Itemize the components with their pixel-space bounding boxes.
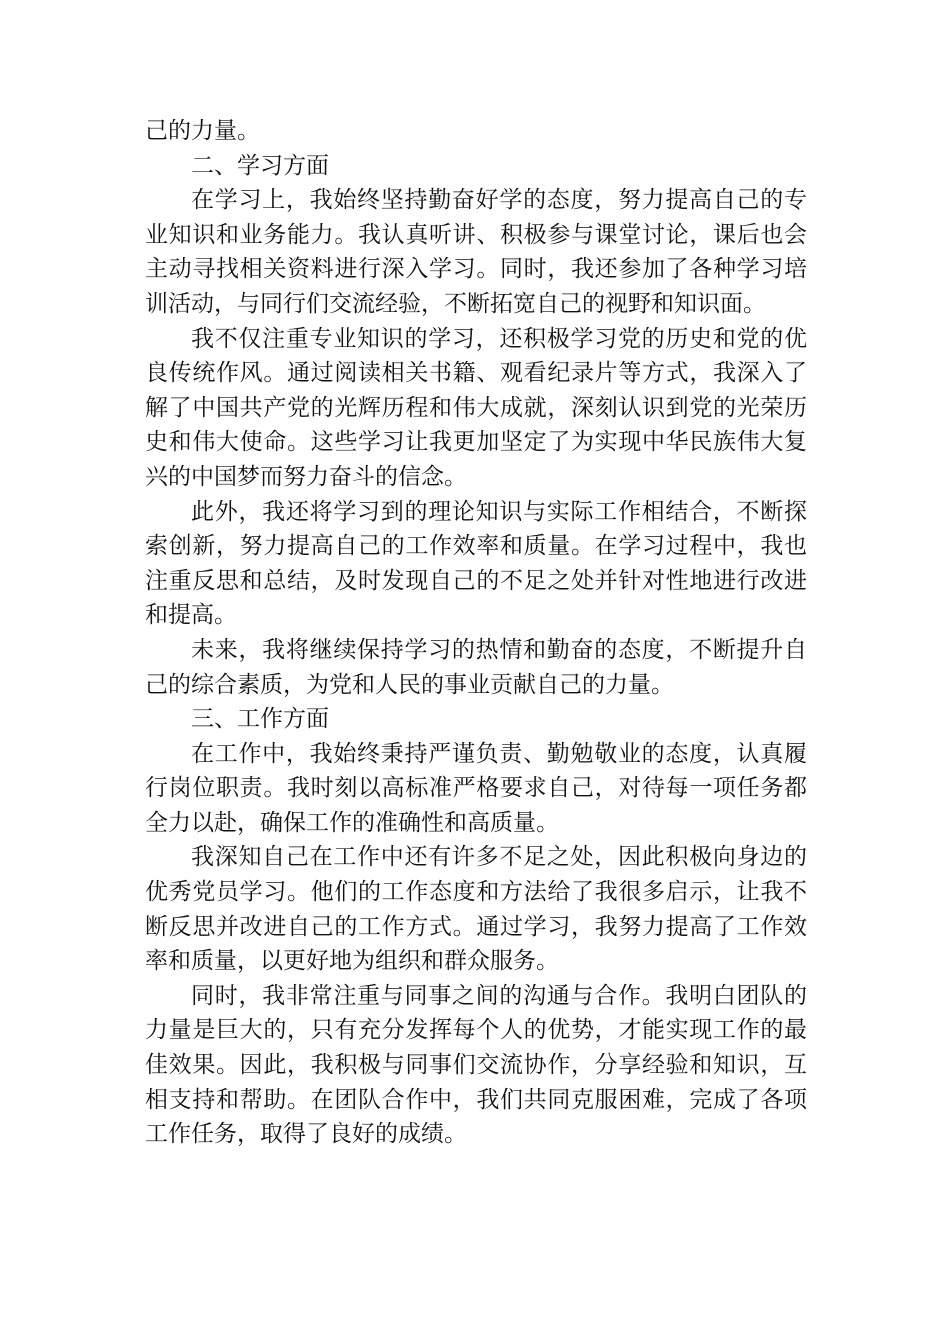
paragraph-party-history: 我不仅注重专业知识的学习，还积极学习党的历史和党的优良传统作风。通过阅读相关书籍、观看纪录片等方式，我深入了解了中国共产党的光辉历程和伟大成就，深刻认识到党的光荣历史和伟大使命。这些学习让我更加坚定了为实现中华民族伟大复兴的中国梦而努力奋斗的信念。 (145, 325, 807, 490)
document-page (145, 114, 807, 1152)
paragraph-continuation: 己的力量。 (145, 118, 260, 144)
paragraph-future: 未来，我将继续保持学习的热情和勤奋的态度，不断提升自己的综合素质，为党和人民的事业贡献自己的力量。 (145, 636, 807, 698)
paragraph-teamwork: 同时，我非常注重与同事之间的沟通与合作。我明白团队的力量是巨大的，只有充分发挥每个人的优势，才能实现工作的最佳效果。因此，我积极与同事们交流协作，分享经验和知识，互相支持和帮助。在团队合作中，我们共同克服困难，完成了各项工作任务，取得了良好的成绩。 (145, 982, 807, 1148)
section-heading-study: 二、学习方面 (191, 152, 329, 179)
paragraph-learn-from-members: 我深知自己在工作中还有许多不足之处，因此积极向身边的优秀党员学习。他们的工作态度和方法给了我很多启示，让我不断反思并改进自己的工作方式。通过学习，我努力提高了工作效率和质量，以更好地为组织和群众服务。 (145, 844, 807, 975)
paragraph-work-attitude: 在工作中，我始终秉持严谨负责、勤勉敬业的态度，认真履行岗位职责。我时刻以高标准严格要求自己，对待每一项任务都全力以赴，确保工作的准确性和高质量。 (145, 740, 807, 836)
paragraph-theory-practice: 此外，我还将学习到的理论知识与实际工作相结合，不断探索创新，努力提高自己的工作效率和质量。在学习过程中，我也注重反思和总结，及时发现自己的不足之处并针对性地进行改进和提高。 (145, 498, 807, 629)
paragraph-study-attitude: 在学习上，我始终坚持勤奋好学的态度，努力提高自己的专业知识和业务能力。我认真听讲、积极参与课堂讨论，课后也会主动寻找相关资料进行深入学习。同时，我还参加了各种学习培训活动，与同行们交流经验，不断拓宽自己的视野和知识面。 (145, 187, 807, 317)
section-heading-work: 三、工作方面 (191, 706, 329, 733)
